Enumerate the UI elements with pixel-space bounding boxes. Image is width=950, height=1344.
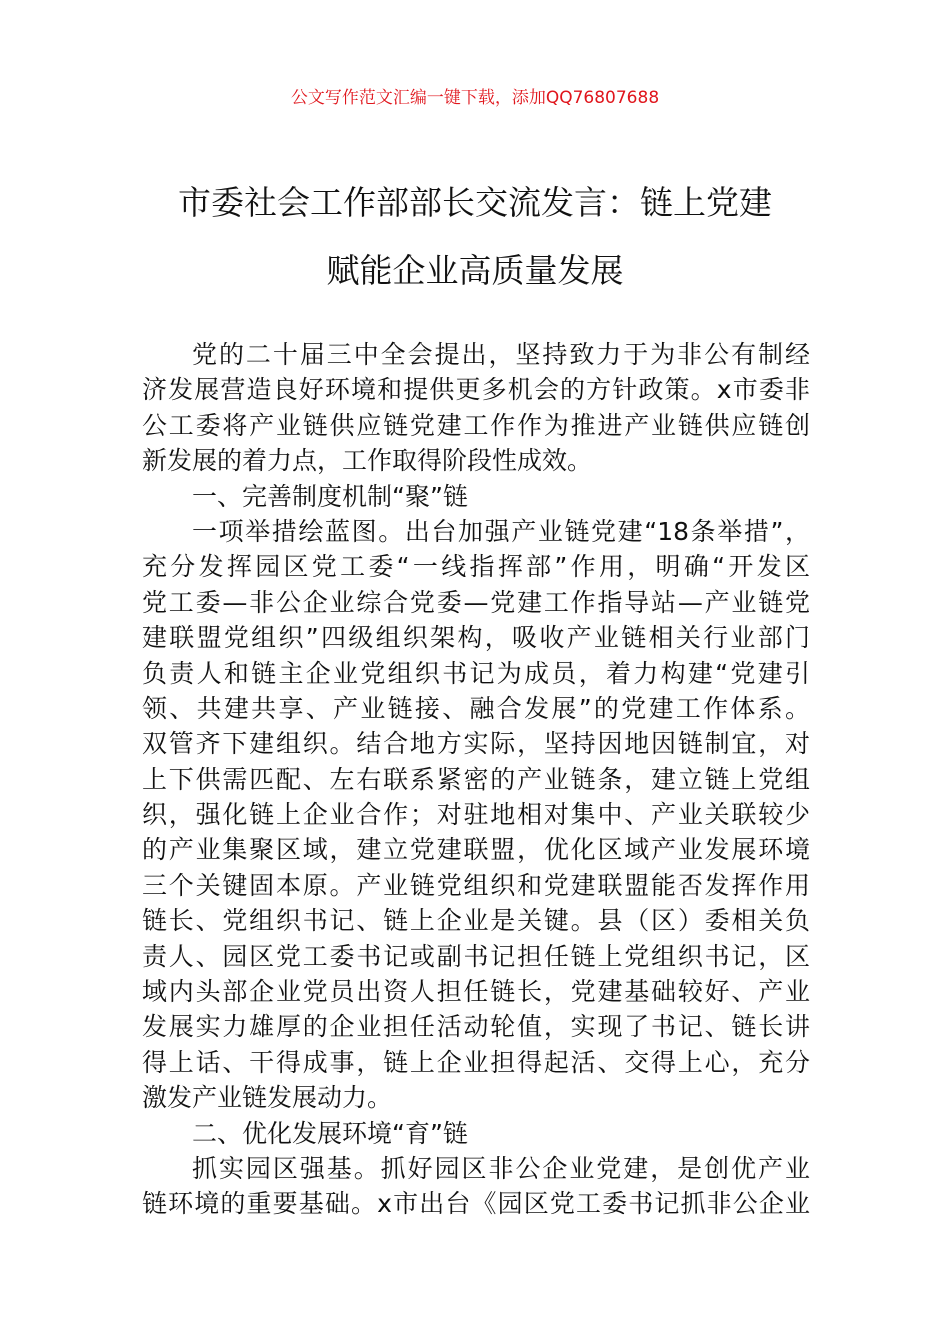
body-line: 充分发挥园区党工委“一线指挥部”作用，明确“开发区 <box>142 552 810 582</box>
body-line: 上下供需匹配、左右联系紧密的产业链条，建立链上党组 <box>142 764 810 794</box>
body-line: 链长、党组织书记、链上企业是关键。县（区）委相关负 <box>142 906 810 936</box>
body-line: 一、完善制度机制“聚”链 <box>192 481 468 511</box>
document-title-line-1: 市委社会工作部部长交流发言：链上党建 <box>178 183 772 222</box>
body-line: 双管齐下建组织。结合地方实际，坚持因地因链制宜，对 <box>142 729 810 759</box>
body-line: 一项举措绘蓝图。出台加强产业链党建“18条举措”， <box>192 516 810 546</box>
body-line: 建联盟党组织”四级组织架构，吸收产业链相关行业部门 <box>142 623 810 653</box>
body-line: 得上话、干得成事，链上企业担得起活、交得上心，充分 <box>142 1047 810 1077</box>
document-body <box>142 337 810 1222</box>
watermark-banner: 公文写作范文汇编一键下载，添加QQ76807688 <box>290 88 660 108</box>
body-line: 新发展的着力点，工作取得阶段性成效。 <box>142 446 593 476</box>
body-line: 公工委将产业链供应链党建工作作为推进产业链供应链创 <box>142 410 810 440</box>
body-line: 三个关键固本原。产业链党组织和党建联盟能否发挥作用 <box>142 870 810 900</box>
body-line: 的产业集聚区域，建立党建联盟，优化区域产业发展环境 <box>142 835 810 865</box>
body-line: 领、共建共享、产业链接、融合发展”的党建工作体系。 <box>142 693 810 723</box>
body-line: 二、优化发展环境“育”链 <box>192 1118 468 1148</box>
body-line: 激发产业链发展动力。 <box>142 1083 393 1113</box>
body-line: 织，强化链上企业合作；对驻地相对集中、产业关联较少 <box>142 800 810 830</box>
document-title-line-2: 赋能企业高质量发展 <box>326 251 624 290</box>
body-line: 济发展营造良好环境和提供更多机会的方针政策。x市委非 <box>142 375 810 405</box>
body-line: 抓实园区强基。抓好园区非公企业党建，是创优产业 <box>192 1153 810 1183</box>
body-line: 党的二十届三中全会提出，坚持致力于为非公有制经 <box>192 340 810 369</box>
body-line: 党工委—非公企业综合党委—党建工作指导站—产业链党 <box>142 587 810 617</box>
body-line: 发展实力雄厚的企业担任活动轮值，实现了书记、链长讲 <box>142 1012 810 1042</box>
body-line: 链环境的重要基础。x市出台《园区党工委书记抓非公企业 <box>142 1189 810 1219</box>
body-line: 负责人和链主企业党组织书记为成员，着力构建“党建引 <box>142 658 810 688</box>
body-line: 责人、园区党工委书记或副书记担任链上党组织书记，区 <box>142 941 810 971</box>
body-line: 域内头部企业党员出资人担任链长，党建基础较好、产业 <box>142 977 810 1007</box>
